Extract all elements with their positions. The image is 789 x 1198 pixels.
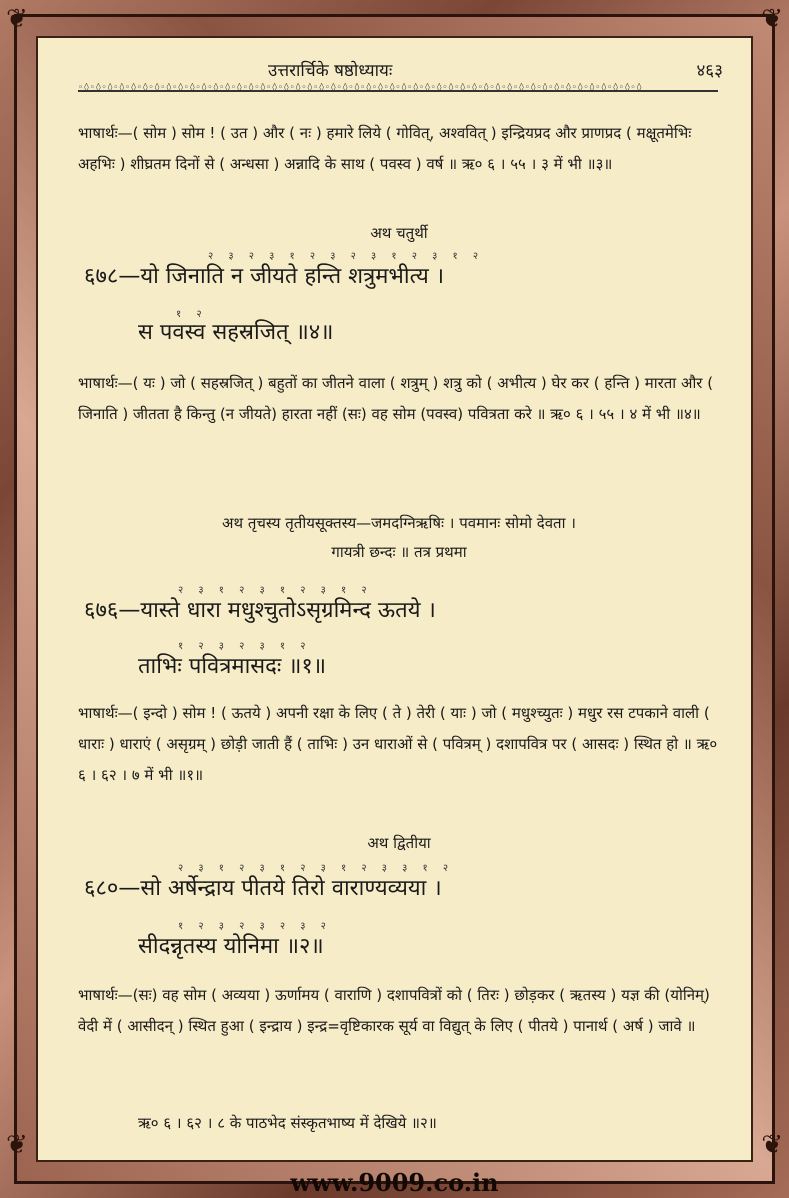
footnote-text: ऋ० ६ । ६२ । ८ के पाठभेद संस्कृतभाष्य में देखिये ॥२॥ xyxy=(138,1114,437,1132)
sukta-intro xyxy=(78,508,720,565)
commentary-block-1 xyxy=(78,698,720,791)
page-number: ४६३ xyxy=(696,61,723,81)
sukta-intro-line-2: गायत्री छन्दः ॥ तत्र प्रथमा xyxy=(331,543,467,561)
mantra-979-line-1: ६७६—यास्ते धारा मधुश्चुतोऽसृग्रमिन्द ऊतये । xyxy=(84,598,436,623)
corner-ornament-bottom-left-icon: ❦ xyxy=(6,1130,28,1160)
mantra-accent-marks: २ ३ १ २ ३ १ २ ३ १ २ ३ ३ १ २ xyxy=(178,863,455,874)
footer-website-link[interactable]: www.9009.co.in xyxy=(290,1168,499,1197)
heading-chaturthi: अथ चतुर्थी xyxy=(370,224,428,242)
commentary-text: भाषार्थः—( सोम ) सोम ! ( उत ) और ( नः ) हमारे लिये ( गोवित्, अश्ववित् ) इन्द्रियप्रद और प्राणप्रद ( मक्षूतमेभिः अहभिः ) शीघ्रतम दिनों से ( अन्धसा ) अन्नादि के साथ ( पवस्व ) वर्ष ॥ ऋ० ६ । ५५ । ३ में भी ॥३॥ xyxy=(78,124,692,173)
commentary-text: भाषार्थः—(सः) वह सोम ( अव्यया ) ऊर्णामय ( वाराणि ) दशापवित्रों को ( तिरः ) छोड़कर ( ऋतस्य ) यज्ञ की (योनिम्) वेदी में ( आसीदन् ) स्थित हुआ ( इन्द्राय ) इन्द्र=वृष्टिकारक सूर्य वा विद्युत् के लिए ( पीतये ) पानार्थ ( अर्ष ) जावे ॥ xyxy=(78,986,710,1035)
commentary-text: भाषार्थः—( यः ) जो ( सहस्रजित् ) बहुतों का जीतने वाला ( शत्रुम् ) शत्रु को ( अभीत्य ) घेर कर ( हन्ति ) मारता और ( जिनाति ) जीतता है किन्तु (न जीयते) हारता नहीं (सः) वह सोम (पवस्व) पवित्रता करे ॥ ऋ० ६ । ५५ । ४ में भी ॥४॥ xyxy=(78,374,714,423)
section-heading xyxy=(78,218,720,249)
header-divider xyxy=(78,83,718,102)
section-heading xyxy=(78,828,720,859)
mantra-978-line-1: ६७८—यो जिनाति न जीयते हन्ति शत्रुमभीत्य । xyxy=(84,264,445,289)
page-title: उत्तरार्चिके षष्ठोध्यायः xyxy=(268,61,393,81)
mantra-accent-marks: २ ३ १ २ ३ १ २ ३ १ २ xyxy=(178,585,373,596)
mantra-980-line-1: ६८०—सो अर्षेन्द्राय पीतये तिरो वाराण्यव्यया । xyxy=(84,876,442,901)
commentary-block-4 xyxy=(78,368,720,430)
corner-ornament-top-left-icon: ❦ xyxy=(6,4,28,34)
divider-pattern: ◦◊◦◊◦◊◦◊◦◊◦◊◦◊◦◊◦◊◦◊◦◊◦◊◦◊◦◊◦◊◦◊◦◊◦◊◦◊◦◊◦◊◦◊◦◊◦◊◦◊◦◊◦◊◦◊◦◊◦◊◦◊◦◊◦◊◦◊◦◊◦◊◦◊◦◊◦◊◦◊◦◊◦◊◦◊◦◊◦◊◦◊◦◊◦◊ xyxy=(78,83,643,93)
scripture-page xyxy=(36,36,753,1162)
mantra-accent-marks: १ २ ३ २ ३ १ २ xyxy=(178,641,312,652)
mantra-accent-marks: १ २ xyxy=(176,309,208,320)
footnote xyxy=(138,1108,698,1139)
sukta-intro-line-1: अथ तृचस्य तृतीयसूक्तस्य—जमदग्निऋषिः । पवमानः सोमो देवता । xyxy=(222,514,576,532)
mantra-978-line-2: स पवस्व सहस्रजित् ॥४॥ xyxy=(138,320,334,345)
corner-ornament-top-right-icon: ❦ xyxy=(761,4,783,34)
commentary-block-3 xyxy=(78,118,720,180)
mantra-979-line-2: ताभिः पवित्रमासदः ॥१॥ xyxy=(138,654,327,679)
heading-dvitiya: अथ द्वितीया xyxy=(367,834,431,852)
mantra-accent-marks: २ ३ २ ३ १ २ ३ २ ३ १ २ ३ १ २ xyxy=(208,251,485,262)
commentary-text: भाषार्थः—( इन्दो ) सोम ! ( ऊतये ) अपनी रक्षा के लिए ( ते ) तेरी ( याः ) जो ( मधुश्च्युतः ) मधुर रस टपकाने वाली ( धाराः ) धाराएं ( असृग्रम् ) छोड़ी जाती हैं ( ताभिः ) उन धाराओं से ( पवित्रम् ) दशापवित्र पर ( आसदः ) स्थित हो ॥ ऋ० ६ । ६२ । ७ में भी ॥१॥ xyxy=(78,704,718,784)
mantra-980-line-2: सीदन्नृतस्य योनिमा ॥२॥ xyxy=(138,934,324,959)
corner-ornament-bottom-right-icon: ❦ xyxy=(761,1130,783,1160)
commentary-block-2 xyxy=(78,980,720,1042)
mantra-accent-marks: १ २ ३ २ ३ २ ३ २ xyxy=(178,921,332,932)
page-header xyxy=(38,58,751,84)
